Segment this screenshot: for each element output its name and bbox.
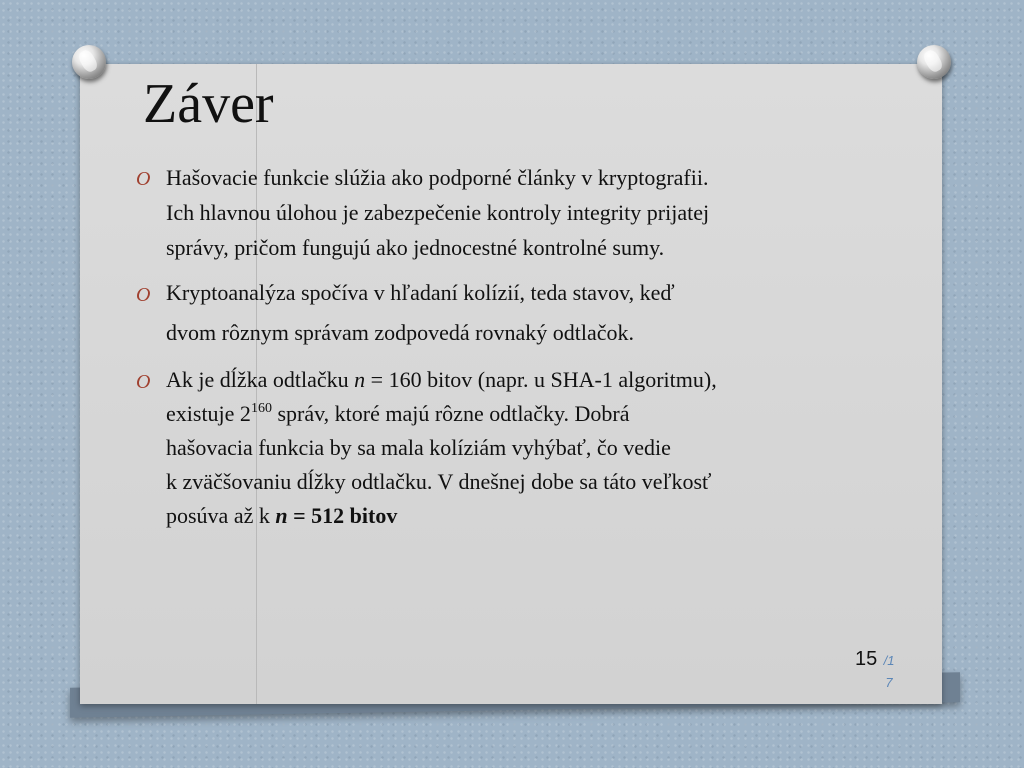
bullet-item [134,273,894,353]
slide-title: Záver [143,73,274,135]
bullet-text-line: Hašovacie funkcie slúžia ako podporné články v kryptografii. [166,165,709,190]
variable-n-bold: n [275,503,288,528]
text-segment: správ, ktoré majú rôzne odtlačky. Dobrá [271,401,630,426]
bullet-text-line: k zväčšovaniu dĺžky odtlačku. V dnešnej dobe sa táto veľkosť [166,469,712,494]
bullet-text-line [166,397,894,431]
page-number: 15 [855,648,878,670]
bullet-item [134,363,894,533]
text-segment: existuje 2 [166,401,251,426]
bullet-marker-icon: O [136,284,151,306]
bullet-text-line: Ich hlavnou úlohou je zabezpečenie kontroly integrity prijatej [166,200,710,225]
pushpin-icon [72,45,106,79]
bullet-list [134,160,894,533]
variable-n: n [354,367,366,392]
text-segment: = 160 bitov (napr. u SHA-1 algoritmu), [365,367,717,392]
bullet-marker-icon: O [136,371,151,393]
text-segment: posúva až k [166,503,276,528]
page-total-top: /1 [883,653,895,668]
bold-text-segment: = 512 bitov [287,503,398,528]
bullet-text-line: hašovacia funkcia by sa mala kolíziám vyhýbať, čo vedie [166,435,671,460]
text-segment: Ak je dĺžka odtlačku [166,367,355,392]
bullet-text-line [166,363,894,397]
bullet-text-line [166,499,894,533]
exponent: 160 [250,400,272,416]
bullet-text-line: Kryptoanalýza spočíva v hľadaní kolízií, teda stavov, keď [166,280,675,305]
page-total [879,650,899,694]
bullet-item [134,160,894,265]
bullet-text-line: dvom rôznym správam zodpovedá rovnaký odtlačok. [166,320,634,345]
page-total-bottom: 7 [885,675,893,690]
bullet-text-line: správy, pričom fungujú ako jednocestné kontrolné sumy. [166,235,665,260]
bullet-marker-icon: O [136,168,151,190]
pushpin-icon [917,45,951,79]
